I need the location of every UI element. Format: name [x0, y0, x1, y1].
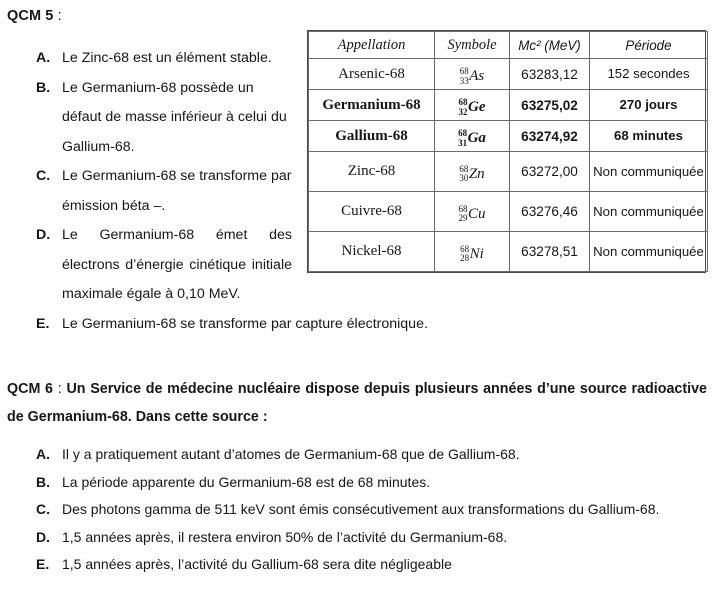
qcm6-option-a[interactable] — [22, 441, 710, 469]
cell-appellation: Cuivre-68 — [309, 192, 435, 232]
qcm6-heading-separator: : — [57, 381, 62, 397]
element-symbol: Zn — [468, 165, 485, 182]
table-row — [309, 121, 708, 152]
qcm6-option-c[interactable] — [22, 496, 710, 524]
table-row — [309, 192, 708, 232]
qcm5-option-c-letter: C. — [36, 168, 51, 184]
mass-number: 68 — [458, 203, 468, 214]
atomic-number: 28 — [460, 253, 470, 263]
column-header-mc2: Mc² (MeV) — [510, 32, 590, 59]
mass-number: 68 — [458, 128, 468, 139]
qcm6-option-a-letter: A. — [36, 446, 50, 462]
cell-mc2: 63272,00 — [510, 152, 590, 192]
nuclide-numbers — [460, 245, 469, 264]
qcm6-option-d[interactable] — [22, 524, 710, 552]
qcm6-option-e[interactable] — [22, 551, 710, 579]
cell-appellation: Germanium-68 — [309, 90, 435, 121]
cell-periode: 270 jours — [590, 90, 708, 121]
qcm6-option-a-text: Il y a pratiquement autant d’atomes de Germanium-68 que de Gallium-68. — [62, 446, 520, 462]
mass-number: 68 — [459, 163, 469, 174]
nuclide-numbers — [458, 205, 467, 224]
atomic-number: 29 — [458, 213, 468, 223]
nuclide-notation — [459, 165, 484, 184]
qcm6-option-e-text: 1,5 années après, l’activité du Gallium-68 sera dite négligeable — [62, 556, 452, 572]
column-header-symbole: Symbole — [435, 32, 510, 59]
table-row — [309, 152, 708, 192]
atomic-number: 30 — [459, 173, 469, 183]
qcm5-option-a-text: Le Zinc-68 est un élément stable. — [62, 50, 272, 66]
cell-periode: 68 minutes — [590, 121, 708, 152]
qcm5-option-d-text: Le Germanium-68 émet des électrons d’énergie cinétique initiale maximale égale à 0,10 MeV. — [62, 227, 292, 302]
atomic-number: 33 — [459, 75, 469, 86]
qcm5-option-e-letter: E. — [36, 315, 50, 332]
qcm5-option-e-text: Le Germanium-68 se transforme par capture électronique. — [62, 315, 428, 332]
table-row — [309, 232, 708, 272]
qcm5-option-b-text: Le Germanium-68 possède un défaut de masse inférieur à celui du Gallium-68. — [62, 79, 287, 155]
cell-mc2: 63283,12 — [510, 59, 590, 90]
qcm6-option-c-letter: C. — [36, 501, 50, 517]
cell-periode: Non communiquée — [590, 192, 708, 232]
nuclide-numbers — [459, 98, 468, 117]
qcm6-option-d-letter: D. — [36, 528, 50, 545]
isotope-table-head — [309, 32, 708, 59]
cell-mc2: 63274,92 — [510, 121, 590, 152]
cell-symbole — [435, 192, 510, 232]
mass-number: 68 — [459, 66, 469, 77]
column-header-periode: Période — [590, 32, 708, 59]
atomic-number: 32 — [458, 106, 468, 117]
cell-periode: Non communiquée — [590, 152, 708, 192]
cell-appellation: Nickel-68 — [309, 232, 435, 272]
isotope-table-container — [307, 30, 706, 273]
nuclide-notation — [460, 245, 484, 264]
qcm6-option-b-text: La période apparente du Germanium-68 est de 68 minutes. — [62, 473, 431, 490]
element-symbol: Cu — [467, 205, 486, 222]
qcm6-option-b[interactable] — [22, 469, 710, 497]
cell-appellation: Arsenic-68 — [309, 59, 435, 90]
cell-appellation: Gallium-68 — [309, 121, 435, 152]
qcm6-options-list — [22, 441, 710, 579]
nuclide-notation — [459, 98, 486, 117]
element-symbol: As — [469, 68, 485, 84]
qcm5-heading-separator: : — [57, 8, 62, 24]
mass-number: 68 — [458, 97, 468, 108]
table-row — [309, 59, 708, 90]
qcm5-option-c-text: Le Germanium-68 se transforme par émission béta –. — [62, 168, 292, 214]
cell-periode: 152 secondes — [590, 59, 708, 90]
isotope-table — [308, 31, 708, 272]
qcm6-heading-label: QCM 6 — [7, 381, 54, 397]
qcm6-option-e-letter: E. — [36, 556, 50, 572]
table-header-row — [309, 32, 708, 59]
qcm5-option-e[interactable] — [22, 310, 712, 340]
qcm5-heading — [7, 8, 62, 24]
cell-mc2: 63278,51 — [510, 232, 590, 272]
atomic-number: 31 — [458, 137, 468, 148]
cell-periode: Non communiquée — [590, 232, 708, 272]
qcm6-option-d-text: 1,5 années après, il restera environ 50% de l’activité du Germanium-68. — [62, 528, 508, 545]
qcm5-option-b-letter: B. — [36, 79, 51, 96]
element-symbol: Ge — [468, 99, 486, 115]
nuclide-notation — [460, 67, 485, 86]
cell-mc2: 63275,02 — [510, 90, 590, 121]
element-symbol: Ni — [469, 245, 484, 262]
qcm6-intro-text: Un Service de médecine nucléaire dispose depuis plusieurs années d’une source radioactive de Germanium-68. Dans cette source : — [7, 381, 707, 425]
table-row — [309, 90, 708, 121]
cell-appellation: Zinc-68 — [309, 152, 435, 192]
cell-symbole — [435, 152, 510, 192]
column-header-appellation: Appellation — [309, 32, 435, 59]
isotope-table-body — [309, 59, 708, 272]
nuclide-notation — [458, 129, 486, 148]
nuclide-notation — [458, 205, 485, 224]
cell-mc2: 63276,46 — [510, 192, 590, 232]
qcm6-heading — [7, 375, 707, 431]
cell-symbole — [435, 121, 510, 152]
element-symbol: Ga — [467, 130, 486, 146]
cell-symbole — [435, 59, 510, 90]
nuclide-numbers — [460, 67, 469, 86]
cell-symbole — [435, 232, 510, 272]
nuclide-numbers — [459, 165, 468, 184]
qcm6-option-b-letter: B. — [36, 473, 50, 490]
qcm5-option-a-letter: A. — [36, 50, 51, 66]
qcm5-heading-label: QCM 5 — [7, 8, 54, 24]
qcm6-option-c-text: Des photons gamma de 511 keV sont émis consécutivement aux transformations du Gallium-68. — [62, 501, 660, 517]
cell-symbole — [435, 90, 510, 121]
nuclide-numbers — [458, 129, 467, 148]
mass-number: 68 — [460, 243, 470, 254]
qcm5-option-d-letter: D. — [36, 227, 51, 243]
